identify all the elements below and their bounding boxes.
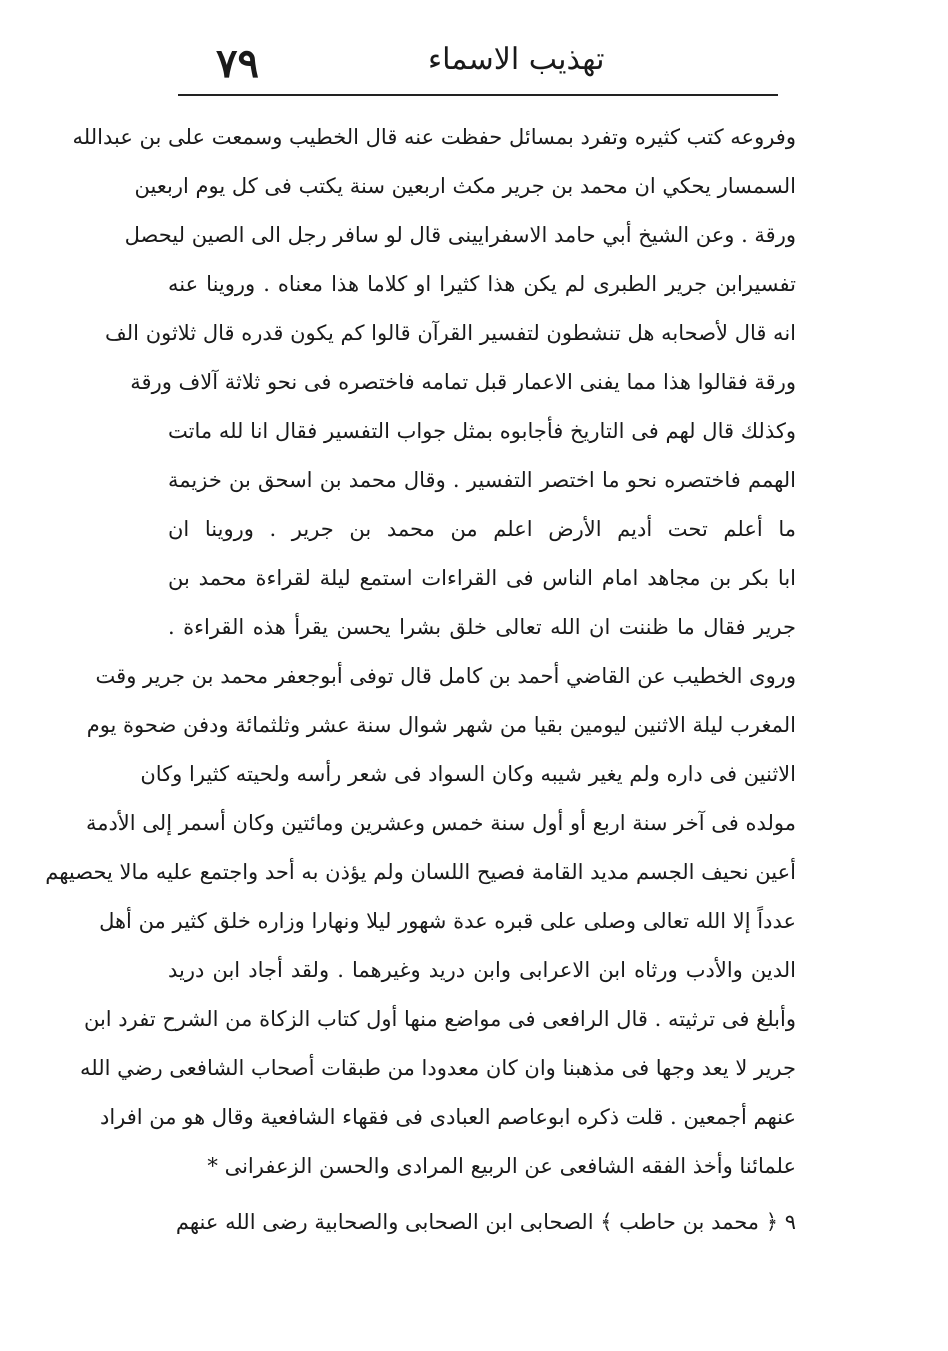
text-line: جرير لا يعد وجها فى مذهبنا وان كان معدودا من طبقات أصحاب الشافعى رضي الله: [80, 1056, 796, 1080]
text-line: ورقة فقالوا هذا مما يفنى الاعمار قبل تمامه فاختصره فى نحو ثلاثة آلاف ورقة: [130, 370, 796, 394]
entry-number: ٩: [784, 1210, 796, 1234]
text-line: عنهم أجمعين . قلت ذكره ابوعاصم العبادى فى فقهاء الشافعية وقال هو من افراد: [99, 1105, 796, 1129]
text-line: عدداً إلا الله تعالى وصلى على قبره عدة شهور ليلا ونهارا وزاره خلق كثير من أهل: [99, 909, 796, 933]
text-line: ابا بكر بن مجاهد امام الناس فى القراءات استمع ليلة لقراءة محمد بن: [168, 566, 796, 590]
text-line: وأبلغ فى ترثيته . قال الرافعى فى مواضع منها أول كتاب الزكاة من الشرح تفرد ابن: [83, 1007, 796, 1031]
text-line: وكذلك قال لهم فى التاريخ فأجابوه بمثل جواب التفسير فقال انا لله ماتت: [168, 419, 796, 443]
text-line: علمائنا وأخذ الفقه الشافعى عن الربيع المرادى والحسن الزعفرانى *: [207, 1154, 796, 1178]
text-line: الهمم فاختصره نحو ما اختصر التفسير . وقال محمد بن اسحق بن خزيمة: [168, 468, 796, 492]
text-line: ورقة . وعن الشيخ أبي حامد الاسفرايينى قال لو سافر رجل الى الصين ليحصل: [124, 223, 796, 247]
body-text: [45, 113, 796, 1191]
entry-text: ﴿ محمد بن حاطب ﴾ الصحابى ابن الصحابى والصحابية رضى الله عنهم: [175, 1210, 779, 1234]
text-line: ما أعلم تحت أديم الأرض اعلم من محمد بن جرير . وروينا ان: [168, 517, 796, 541]
text-line: مولده فى آخر سنة اربع أو أول سنة خمس وعشرين ومائتين وكان أسمر إلى الأدمة: [85, 811, 796, 835]
page-number: ٧٩: [216, 40, 259, 87]
text-line: المغرب ليلة الاثنين ليومين بقيا من شهر شوال سنة عشر وثلثمائة ودفن ضحوة يوم: [86, 713, 796, 737]
text-line: أعين نحيف الجسم مديد القامة فصيح اللسان ولم يؤذن به أحد واجتمع عليه مالا يحصيهم: [45, 860, 796, 884]
page-header: [178, 30, 778, 92]
text-line: الاثنين فى داره ولم يغير شيبه وكان السواد فى شعر رأسه ولحيته كثيرا وكان: [140, 762, 796, 786]
entry-heading: [168, 1198, 796, 1247]
text-line: جرير فقال ما ظننت ان الله تعالى خلق بشرا يحسن يقرأ هذه القراءة .: [168, 615, 796, 639]
text-line: تفسيرابن جرير الطبرى لم يكن هذا كثيرا او كلاما هذا معناه . وروينا عنه: [168, 272, 796, 296]
text-line: السمسار يحكي ان محمد بن جرير مكث اربعين سنة يكتب فى كل يوم اربعين: [134, 174, 796, 198]
text-line: وروى الخطيب عن القاضي أحمد بن كامل قال توفى أبوجعفر محمد بن جرير وقت: [95, 664, 796, 688]
text-line: انه قال لأصحابه هل تنشطون لتفسير القرآن قالوا كم يكون قدره قال ثلاثون الف: [105, 321, 796, 345]
header-rule: [178, 94, 778, 96]
text-line: وفروعه كتب كثيره وتفرد بمسائل حفظت عنه قال الخطيب وسمعت على بن عبدالله: [72, 125, 796, 149]
text-line: الدين والأدب ورثاه ابن الاعرابى وابن دريد وغيرهما . ولقد أجاد ابن دريد: [168, 958, 796, 982]
running-title: تهذيب الاسماء: [428, 42, 605, 77]
